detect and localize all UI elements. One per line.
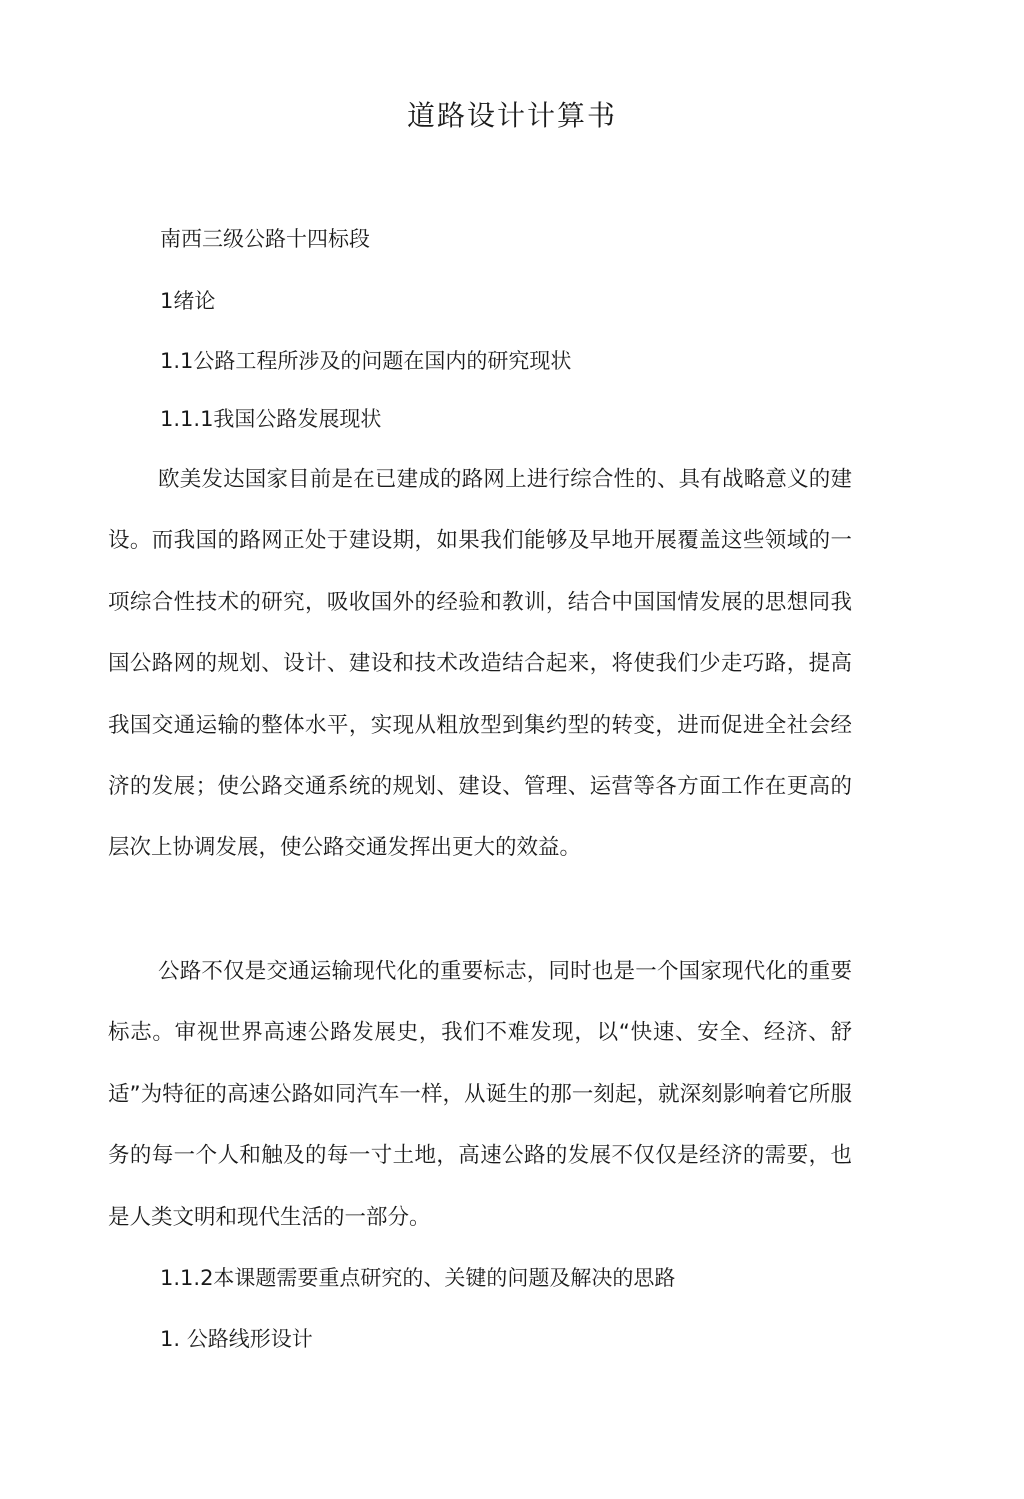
project-subtitle: 南西三级公路十四标段 [160, 227, 370, 251]
list-item-1: 1. 公路线形设计 [160, 1327, 313, 1351]
section-heading-1-1-1: 1.1.1我国公路发展现状 [160, 407, 382, 431]
body-paragraph-1: 欧美发达国家目前是在已建成的路网上进行综合性的、具有战略意义的建设。而我国的路网正处于建设期，如果我们能够及早地开展覆盖这些领域的一项综合性技术的研究，吸收国外的经验和教训，结合中国国情发展的思想同我国公路网的规划、设计、建设和技术改造结合起来，将使我们少走巧路，提高我国交通运输的整体水平，实现从粗放型到集约型的转变，进而促进全社会经济的发展；使公路交通系统的规划、建设、管理、运营等各方面工作在更高的层次上协调发展，使公路交通发挥出更大的效益。 [108, 467, 852, 861]
section-heading-1-1: 1.1公路工程所涉及的问题在国内的研究现状 [160, 349, 572, 373]
document-title: 道路设计计算书 [406, 99, 617, 132]
body-paragraph-2: 公路不仅是交通运输现代化的重要标志，同时也是一个国家现代化的重要标志。审视世界高速公路发展史，我们不难发现，以“快速、安全、经济、舒适”为特征的高速公路如同汽车一样，从诞生的那一刻起，就深刻影响着它所服务的每一个人和触及的每一寸土地，高速公路的发展不仅仅是经济的需要，也是人类文明和现代生活的一部分。 [108, 959, 852, 1230]
section-heading-1-1-2: 1.1.2本课题需要重点研究的、关键的问题及解决的思路 [160, 1266, 676, 1290]
chapter-heading: 1绪论 [160, 289, 216, 313]
